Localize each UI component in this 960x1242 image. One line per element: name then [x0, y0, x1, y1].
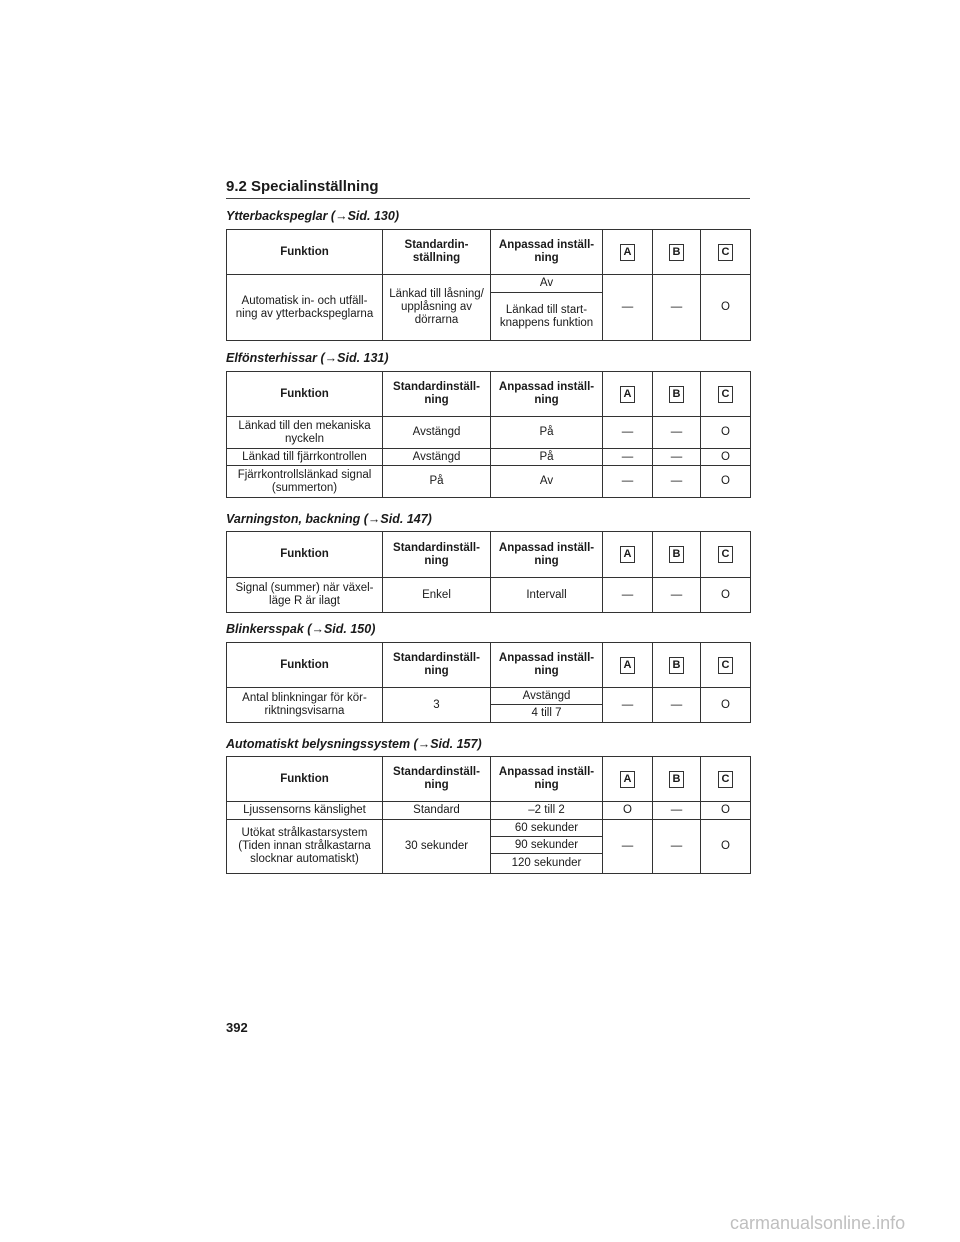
table-row: Länkad till den mekaniska nyckeln Avstängd På — — O: [227, 417, 751, 449]
header-anpassad: Anpassad inställ-ning: [491, 372, 603, 417]
badge-c: C: [718, 244, 733, 261]
badge-b: B: [669, 771, 684, 788]
badge-a: A: [620, 244, 635, 261]
table-row: Utökat strålkastarsystem (Tiden innan strålkastarna slocknar automatiskt) 30 sekunder 60 sekunder — — O: [227, 820, 751, 837]
table-row: Automatisk in- och utfäll-ning av ytterbackspeglarna Länkad till låsning/ upplåsning av dörrarna Av — — O: [227, 275, 751, 293]
lighting-table: [226, 756, 751, 874]
header-standard: Standardinställ-ning: [383, 757, 491, 802]
badge-b: B: [669, 244, 684, 261]
table-row: Fjärrkontrollslänkad signal (summerton) På Av — — O: [227, 466, 751, 498]
page-number: 392: [226, 1020, 248, 1035]
header-standard: Standardinställ-ning: [383, 372, 491, 417]
table-row: Ljussensorns känslighet Standard –2 till 2 O — O: [227, 802, 751, 820]
mirrors-table: [226, 229, 751, 341]
table-title-lighting: Automatiskt belysningssystem (→Sid. 157): [226, 737, 482, 751]
header-anpassad: Anpassad inställ-ning: [491, 230, 603, 275]
header-funktion: Funktion: [227, 372, 383, 417]
badge-c: C: [718, 386, 733, 403]
table-row: Länkad till fjärrkontrollen Avstängd På — — O: [227, 449, 751, 466]
table-row: Antal blinkningar för kör-riktningsvisarna 3 Avstängd — — O: [227, 688, 751, 705]
badge-b: B: [669, 386, 684, 403]
header-anpassad: Anpassad inställ-ning: [491, 643, 603, 688]
header-anpassad: Anpassad inställ-ning: [491, 757, 603, 802]
table-title-indicator: Blinkersspak (→Sid. 150): [226, 622, 376, 636]
reverse-table: [226, 531, 751, 613]
table-row: 4 till 7: [227, 705, 751, 723]
badge-c: C: [718, 771, 733, 788]
badge-b: B: [669, 546, 684, 563]
table-title-mirrors: Ytterbackspeglar (→Sid. 130): [226, 209, 399, 223]
header-funktion: Funktion: [227, 230, 383, 275]
badge-a: A: [620, 386, 635, 403]
windows-table: [226, 371, 751, 498]
badge-a: A: [620, 771, 635, 788]
indicator-table: [226, 642, 751, 723]
badge-a: A: [620, 546, 635, 563]
header-standard: Standardinställ-ning: [383, 643, 491, 688]
header-funktion: Funktion: [227, 643, 383, 688]
badge-a: A: [620, 657, 635, 674]
table-title-reverse: Varningston, backning (→Sid. 147): [226, 512, 432, 526]
header-standard: Standardin-ställning: [383, 230, 491, 275]
badge-b: B: [669, 657, 684, 674]
table-row: Länkad till start-knappens funktion: [227, 293, 751, 341]
header-funktion: Funktion: [227, 757, 383, 802]
badge-c: C: [718, 657, 733, 674]
table-row: 120 sekunder: [227, 854, 751, 874]
watermark: carmanualsonline.info: [730, 1213, 906, 1233]
table-row: Signal (summer) när växel-läge R är ilagt Enkel Intervall — — O: [227, 578, 751, 613]
section-title: 9.2 Specialinställning: [226, 178, 750, 199]
table-title-windows: Elfönsterhissar (→Sid. 131): [226, 351, 389, 365]
header-anpassad: Anpassad inställ-ning: [491, 532, 603, 578]
badge-c: C: [718, 546, 733, 563]
header-standard: Standardinställ-ning: [383, 532, 491, 578]
table-row: 90 sekunder: [227, 837, 751, 854]
header-funktion: Funktion: [227, 532, 383, 578]
